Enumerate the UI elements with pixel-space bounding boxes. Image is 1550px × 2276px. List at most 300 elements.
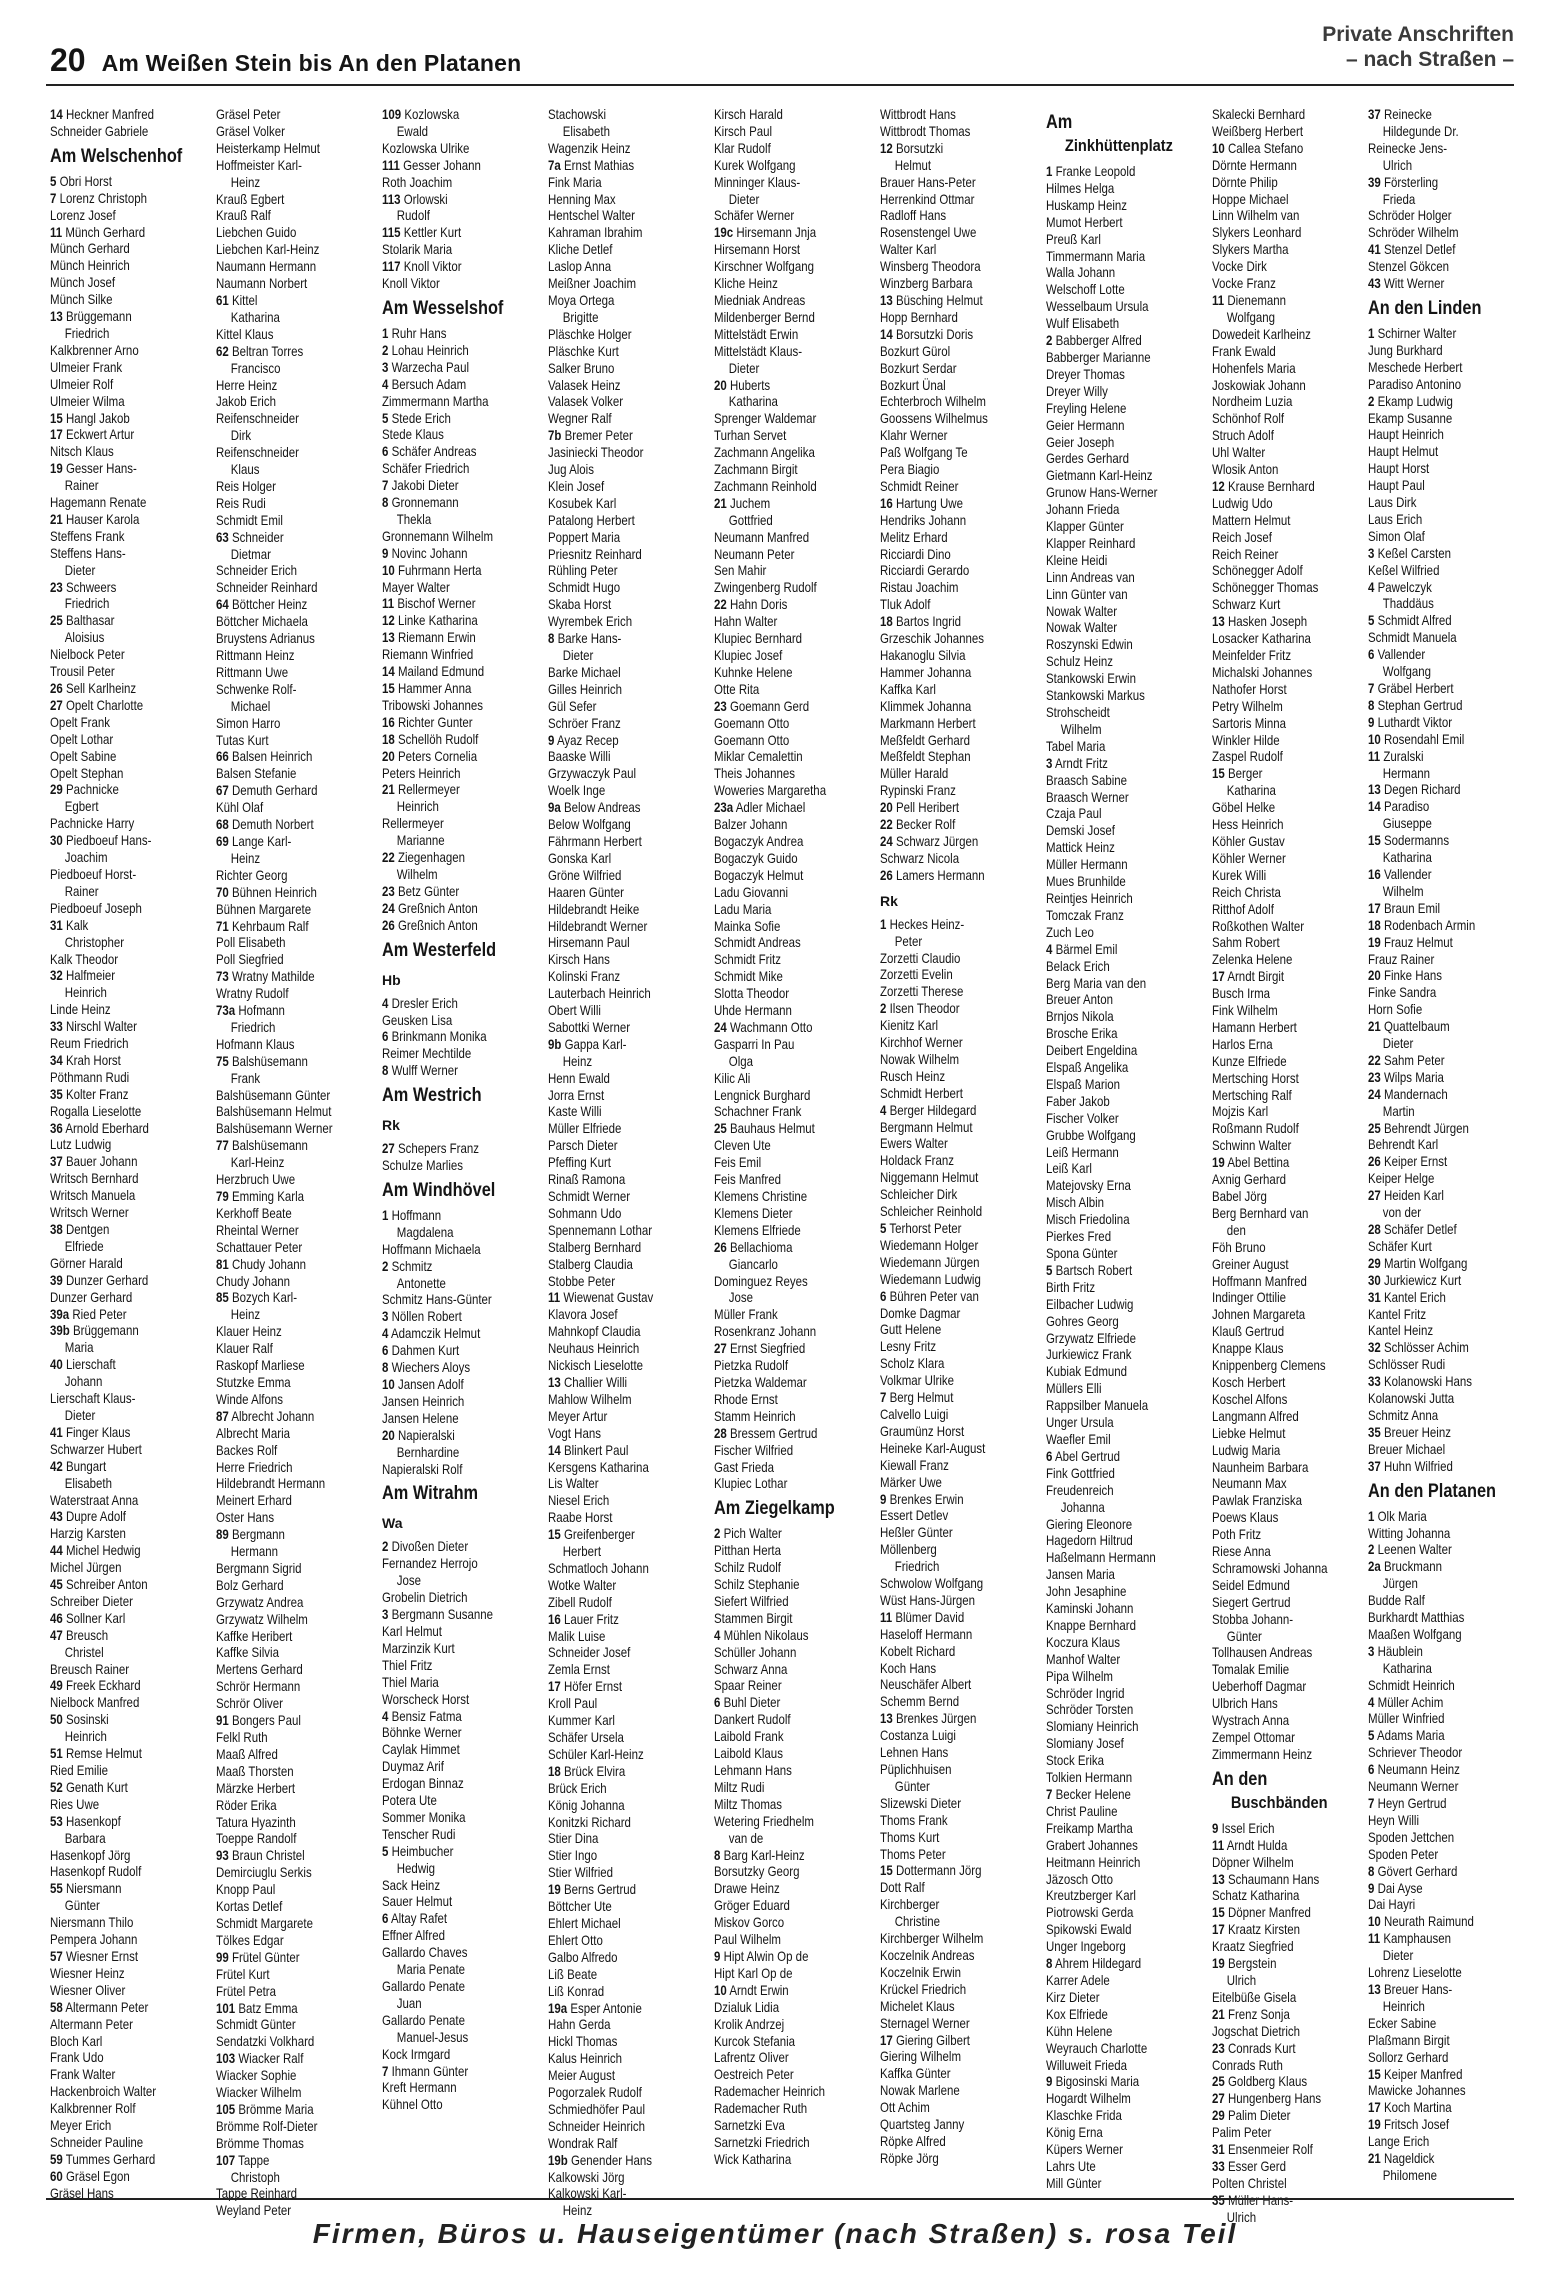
house-number: 60 [50, 2167, 63, 2184]
resident-entry: Grzeschik Johannes [880, 630, 985, 647]
resident-entry: Kirsch Hans [548, 951, 610, 968]
resident-entry: Köhler Gustav [1212, 832, 1285, 849]
house-number: 26 [714, 1238, 727, 1255]
resident-entry: Leiß Hermann [1046, 1143, 1119, 1160]
resident-entry: Gast Frieda [714, 1458, 774, 1475]
resident-entry: Steffens Frank [50, 527, 125, 544]
resident-entry: Kühn Helene [1046, 2022, 1113, 2039]
resident-entry: Zemla Ernst [548, 1661, 610, 1678]
resident-entry: Pawlak Franziska [1212, 1492, 1302, 1509]
resident-entry: Klapper Günter [1046, 518, 1124, 535]
resident-entry: Jogschat Dietrich [1212, 2022, 1301, 2039]
resident-entry: 24 Schwarz Jürgen [880, 832, 979, 849]
entry-continuation: Rudolf [396, 207, 430, 224]
house-number: 21 [50, 510, 63, 527]
resident-entry: Linn Wilhelm van [1212, 207, 1300, 224]
resident-entry: Spennemann Lothar [548, 1221, 653, 1238]
house-number: 117 [382, 258, 401, 275]
resident-entry: 39 Dunzer Gerhard [50, 1271, 149, 1288]
resident-entry: Poth Fritz [1212, 1526, 1262, 1543]
resident-entry: Schäfer Kurt [1368, 1237, 1432, 1254]
resident-entry: 8 Gövert Gerhard [1368, 1862, 1458, 1879]
resident-entry: 2 Ekamp Ludwig [1368, 392, 1453, 409]
house-number: 71 [216, 917, 229, 934]
resident-entry: Misch Albin [1046, 1194, 1105, 1211]
entry-continuation: Wilhelm [1382, 882, 1424, 899]
resident-entry: Zempel Ottomar [1212, 1729, 1295, 1745]
resident-entry: 2 Leenen Walter [1368, 1541, 1452, 1558]
resident-entry: Raabe Horst [548, 1509, 613, 1526]
resident-entry: Meier August [548, 2067, 616, 2084]
resident-entry: Nielbock Peter [50, 646, 125, 663]
resident-entry: 32 Schlösser Achim [1368, 1339, 1469, 1356]
resident-entry: Schröder Holger [1368, 207, 1452, 224]
resident-entry: 11 Zuralski [1368, 747, 1424, 764]
resident-entry: Zimmermann Heinz [1212, 1745, 1313, 1762]
entry-continuation: Maria Penate [396, 1961, 466, 1978]
resident-entry: Mahnkopf Claudia [548, 1323, 641, 1340]
resident-entry: Witting Johanna [1368, 1524, 1451, 1541]
house-number: 7 [880, 1389, 887, 1406]
resident-entry: Schröder Ingrid [1046, 1684, 1125, 1701]
resident-entry: Balzer Johann [714, 816, 788, 833]
house-number: 33 [1212, 2157, 1225, 2174]
house-number: 38 [50, 1221, 63, 1237]
resident-entry: 2 Ilsen Theodor [880, 1000, 960, 1017]
resident-entry: Kalkowski Jörg [548, 2168, 625, 2185]
resident-entry: 6 Bühren Peter van [880, 1287, 979, 1304]
house-number: 25 [50, 612, 63, 629]
resident-entry: Krolik Andrzej [714, 2015, 785, 2032]
resident-entry: 1 Hoffmann [382, 1206, 442, 1223]
entry-continuation: Heinz [230, 1306, 261, 1323]
resident-entry: 23 Goemann Gerd [714, 697, 810, 714]
resident-entry: 8 Barke Hans- [548, 630, 622, 647]
entry-continuation: Dieter [728, 190, 760, 207]
entry-continuation: Elisabeth [64, 1474, 112, 1491]
resident-entry: Mildenberger Bernd [714, 308, 815, 325]
resident-entry: Wiedemann Holger [880, 1236, 979, 1253]
resident-entry: Turhan Servet [714, 427, 787, 444]
resident-entry: 25 Balthasar [50, 612, 115, 629]
resident-entry: Hirsemann Paul [548, 934, 630, 951]
resident-entry: Tollhausen Andreas [1212, 1644, 1313, 1661]
resident-entry: Meßfeldt Stephan [880, 748, 971, 765]
resident-entry: Böttcher Michaela [216, 613, 308, 630]
resident-entry: Hohenfels Maria [1212, 359, 1296, 376]
resident-entry: Miskov Gorco [714, 1914, 785, 1931]
resident-entry: 77 Balshüsemann [216, 1137, 308, 1154]
resident-entry: Schmidt Herbert [880, 1084, 963, 1101]
house-number: 103 [216, 2050, 236, 2067]
house-number: 91 [216, 1712, 229, 1729]
resident-entry: Schneider Erich [216, 562, 298, 579]
house-number: 22 [714, 596, 727, 613]
resident-entry: Gröger Eduard [714, 1897, 790, 1914]
resident-entry: Demski Josef [1046, 822, 1115, 839]
resident-entry: 17 Kraatz Kirsten [1212, 1921, 1301, 1938]
house-number: 17 [1212, 1921, 1225, 1938]
resident-entry: Ricciardi Gerardo [880, 562, 970, 579]
resident-entry: Finke Sandra [1368, 984, 1437, 1001]
house-number: 13 [1212, 1870, 1225, 1887]
resident-entry: Wagenzik Heinz [548, 139, 631, 156]
resident-entry: Freyling Helene [1046, 399, 1127, 416]
resident-entry: 101 Batz Emma [216, 1999, 298, 2016]
house-number: 11 [1212, 1836, 1225, 1853]
house-number: 4 [1368, 578, 1375, 595]
entry-continuation: Katharina [1382, 1659, 1432, 1676]
entry-continuation: Christopher [64, 933, 125, 950]
house-number: 49 [50, 1677, 63, 1694]
resident-entry: Miltz Rudi [714, 1778, 765, 1795]
resident-entry: Vogt Hans [548, 1424, 601, 1441]
resident-entry: 7 Becker Helene [1046, 1786, 1131, 1802]
resident-entry: 33 Kolanowski Hans [1368, 1373, 1473, 1390]
house-number: 6 [382, 1342, 389, 1359]
house-number: 9 [548, 731, 555, 748]
resident-entry: 2 Babberger Alfred [1046, 332, 1142, 349]
resident-entry: 6 Abel Gertrud [1046, 1447, 1121, 1464]
resident-entry: Kilic Ali [714, 1069, 751, 1086]
house-number: 113 [382, 190, 401, 207]
resident-entry: Reich Reiner [1212, 545, 1279, 562]
resident-entry: Brück Erich [548, 1779, 607, 1796]
house-number: 77 [216, 1137, 229, 1154]
resident-entry: Barke Michael [548, 663, 621, 680]
resident-entry: Lohrenz Lieselotte [1368, 1964, 1462, 1981]
resident-entry: 17 Eckwert Artur [50, 426, 135, 443]
resident-entry: Meyer Artur [548, 1407, 608, 1424]
resident-entry: Kozlowska Ulrike [382, 139, 470, 156]
resident-entry: 16 Hartung Uwe [880, 494, 963, 511]
house-number: 4 [382, 1325, 389, 1342]
resident-entry: Winzberg Barbara [880, 275, 973, 292]
resident-entry: 87 Albrecht Johann [216, 1407, 315, 1424]
resident-entry: 42 Bungart [50, 1457, 107, 1474]
house-number: 1 [880, 915, 887, 932]
resident-entry: Writsch Manuela [50, 1187, 136, 1204]
resident-entry: Ristau Joachim [880, 579, 959, 596]
resident-entry: Fink Maria [548, 173, 602, 190]
resident-entry: Dai Hayri [1368, 1896, 1416, 1913]
resident-entry: 10 Neurath Raimund [1368, 1913, 1474, 1930]
resident-entry: Gröne Wilfried [548, 866, 622, 883]
resident-entry: Breusch Rainer [50, 1660, 130, 1677]
resident-entry: Jorra Ernst [548, 1086, 605, 1103]
entry-continuation: Heinz [230, 849, 261, 866]
resident-entry: Lehmann Hans [714, 1762, 792, 1778]
resident-entry: Riemann Winfried [382, 646, 474, 663]
resident-entry: 8 Wulff Werner [382, 1062, 458, 1079]
resident-entry: Kaffka Günter [880, 2065, 951, 2082]
resident-entry: Rogalla Lieselotte [50, 1102, 142, 1119]
resident-entry: 57 Wiesner Ernst [50, 1947, 139, 1964]
house-number: 13 [1212, 613, 1225, 630]
resident-entry: 26 Greßnich Anton [382, 916, 478, 933]
resident-entry: 7 Heyn Gertrud [1368, 1795, 1447, 1811]
resident-entry: Meyer Erich [50, 2117, 112, 2134]
resident-entry: Walter Karl [880, 241, 937, 258]
resident-entry: 41 Finger Klaus [50, 1423, 131, 1440]
house-number: 22 [880, 816, 893, 833]
resident-entry: Fink Wilhelm [1212, 1002, 1278, 1019]
entry-continuation: Gottfried [728, 511, 773, 528]
resident-entry: Kurek Wolfgang [714, 156, 796, 173]
resident-entry: Lange Erich [1368, 2133, 1430, 2150]
resident-entry: Bruystens Adrianus [216, 630, 315, 647]
resident-entry: 19 Frauz Helmut [1368, 933, 1453, 950]
resident-entry: 99 Frütel Günter [216, 1948, 300, 1965]
house-number: 5 [382, 409, 389, 426]
house-number: 63 [216, 528, 229, 545]
resident-entry: Radloff Hans [880, 207, 947, 224]
resident-entry: 8 Ahrem Hildegard [1046, 1955, 1142, 1972]
house-number: 12 [880, 139, 893, 156]
resident-entry: Fischer Volker [1046, 1109, 1119, 1126]
resident-entry: 19 Bergstein [1212, 1955, 1277, 1972]
resident-entry: 103 Wiacker Ralf [216, 2050, 304, 2067]
resident-entry: Herzbruch Uwe [216, 1171, 296, 1188]
resident-entry: 18 Bartos Ingrid [880, 613, 962, 630]
resident-entry: Hopp Bernhard [880, 308, 958, 325]
resident-entry: Hofmann Klaus [216, 1035, 295, 1052]
entry-continuation: Heinrich [1382, 1997, 1425, 2014]
resident-entry: Gasparri In Pau [714, 1035, 795, 1052]
entry-continuation: Ulrich [1382, 156, 1413, 173]
resident-entry: Fischer Wilfried [714, 1441, 794, 1458]
house-number: 73 [216, 968, 229, 985]
resident-entry: Lehnen Hans [880, 1744, 949, 1761]
resident-entry: 20 Peters Cornelia [382, 747, 478, 764]
resident-entry: Reintjes Heinrich [1046, 889, 1133, 906]
resident-entry: Conrads Ruth [1212, 2056, 1283, 2073]
resident-entry: Hahn Walter [714, 613, 778, 630]
resident-entry: 3 Bergmann Susanne [382, 1606, 494, 1623]
entry-continuation: Peter [894, 932, 923, 949]
resident-entry: 21 Hauser Karola [50, 510, 140, 527]
resident-entry: Hasenkopf Rudolf [50, 1863, 142, 1880]
resident-entry: Gräsel Peter [216, 106, 281, 122]
resident-entry: 4 Adamczik Helmut [382, 1325, 481, 1342]
entry-continuation: Rainer [64, 477, 99, 494]
house-number: 14 [880, 325, 893, 342]
resident-entry: Kantel Heinz [1368, 1322, 1434, 1339]
house-number: 9 [1212, 1819, 1219, 1836]
resident-entry: Sauer Helmut [382, 1893, 453, 1910]
street-heading: Am [1046, 112, 1073, 133]
house-number: 11 [50, 223, 63, 240]
resident-entry: Bolz Gerhard [216, 1576, 284, 1593]
resident-entry: 60 Gräsel Egon [50, 2167, 130, 2184]
resident-entry: Tappe Reinhard [216, 2185, 298, 2202]
house-number: 18 [880, 613, 893, 630]
house-number: 6 [1046, 1447, 1053, 1464]
resident-entry: Indinger Ottilie [1212, 1289, 1287, 1306]
resident-entry: Meinert Erhard [216, 1492, 292, 1509]
resident-entry: Behrendt Karl [1368, 1136, 1439, 1153]
resident-entry: 115 Kettler Kurt [382, 224, 462, 241]
resident-entry: Laus Dirk [1368, 494, 1417, 511]
house-number: 14 [1368, 798, 1381, 815]
resident-entry: Unger Ingeborg [1046, 1938, 1126, 1955]
resident-entry: Kirschner Wolfgang [714, 258, 814, 275]
house-number: 101 [216, 1999, 236, 2016]
resident-entry: Domke Dagmar [880, 1304, 961, 1321]
resident-entry: 23 Schweers [50, 578, 117, 595]
resident-entry: Kliche Heinz [714, 275, 778, 292]
resident-entry: Kirz Dieter [1046, 1988, 1100, 2005]
resident-entry: Schulze Marlies [382, 1157, 464, 1174]
resident-entry: Kosch Herbert [1212, 1373, 1286, 1390]
resident-entry: 89 Bergmann [216, 1526, 285, 1543]
house-number: 23 [382, 882, 395, 899]
resident-entry: Görner Harald [50, 1254, 123, 1271]
resident-entry: Sack Heinz [382, 1876, 441, 1893]
resident-entry: 4 Bensiz Fatma [382, 1707, 462, 1724]
resident-entry: Hipt Karl Op de [714, 1964, 793, 1981]
resident-entry: Henning Max [548, 190, 616, 207]
street-heading: An den Platanen [1368, 1480, 1497, 1502]
house-number: 33 [50, 1018, 63, 1035]
house-number: 31 [50, 916, 63, 933]
resident-entry: Giering Eleonore [1046, 1515, 1133, 1532]
house-number: 7 [50, 189, 57, 206]
house-number: 57 [50, 1947, 63, 1964]
resident-entry: 16 Richter Gunter [382, 713, 473, 730]
resident-entry: 2 Divoßen Dieter [382, 1538, 469, 1555]
house-number: 11 [382, 595, 395, 612]
resident-entry: 20 Finke Hans [1368, 967, 1443, 984]
resident-entry: Schilz Rudolf [714, 1559, 781, 1576]
resident-entry: Klemens Elfriede [714, 1221, 801, 1238]
house-number: 27 [50, 696, 63, 713]
resident-entry: 91 Bongers Paul [216, 1712, 301, 1729]
resident-entry: Klapper Reinhard [1046, 534, 1136, 551]
resident-entry: Klimmek Johanna [880, 697, 972, 714]
resident-entry: Gietmann Karl-Heinz [1046, 467, 1153, 484]
resident-entry: Backes Rolf [216, 1441, 278, 1458]
resident-entry: Schmidt Emil [216, 511, 283, 528]
house-number: 2 [1046, 332, 1053, 349]
house-number: 9 [714, 1947, 721, 1964]
resident-entry: Goossens Wilhelmus [880, 410, 988, 427]
resident-entry: 17 Koch Martina [1368, 2099, 1452, 2116]
resident-entry: Dunzer Gerhard [50, 1288, 133, 1305]
resident-entry: 19c Hirsemann Jnja [714, 224, 817, 241]
resident-entry: Kuhnke Helene [714, 663, 793, 680]
resident-entry: 6 Neumann Heinz [1368, 1761, 1460, 1778]
resident-entry: Konitzki Richard [548, 1813, 631, 1830]
resident-entry: Kosubek Karl [548, 494, 617, 511]
resident-entry: Tomalak Emilie [1212, 1661, 1290, 1678]
house-number: 31 [1368, 1288, 1381, 1305]
resident-entry: Kaffke Heribert [216, 1627, 293, 1644]
house-number: 68 [216, 816, 229, 833]
resident-entry: Markmann Herbert [880, 714, 976, 731]
resident-entry: Müller Harald [880, 765, 949, 782]
entry-continuation: Katharina [1382, 849, 1432, 866]
entry-continuation: Heinz [230, 173, 261, 190]
resident-entry: Wratny Rudolf [216, 985, 289, 1002]
resident-entry: Schmidt Hugo [548, 579, 621, 596]
resident-entry: Trousil Peter [50, 663, 115, 680]
resident-entry: Knappe Bernhard [1046, 1616, 1137, 1633]
resident-entry: 22 Sahm Peter [1368, 1051, 1445, 1068]
entry-continuation: Olga [728, 1052, 754, 1069]
resident-entry: Schmidt Manuela [1368, 629, 1457, 646]
header-rule [46, 84, 1514, 86]
house-number: 70 [216, 883, 229, 900]
resident-entry: Ueberhoff Dagmar [1212, 1678, 1307, 1695]
resident-entry: Walla Johann [1046, 264, 1116, 281]
entry-continuation: Hermann [1382, 764, 1430, 781]
resident-entry: Stankowski Erwin [1046, 670, 1136, 687]
house-number: 19 [1368, 2116, 1381, 2133]
listing-column [1368, 106, 1526, 2188]
resident-entry: Schleicher Dirk [880, 1186, 958, 1203]
resident-entry: Reinecke Jens- [1368, 139, 1448, 156]
resident-entry: Ulmeier Wilma [50, 392, 125, 409]
resident-entry: 28 Schäfer Detlef [1368, 1221, 1457, 1237]
resident-entry: Huskamp Heinz [1046, 196, 1128, 213]
resident-entry: Pempera Johann [50, 1931, 138, 1948]
house-number: 19a [548, 1999, 568, 2016]
resident-entry: Matejovsky Erna [1046, 1177, 1131, 1194]
resident-entry: Rosenstengel Uwe [880, 224, 977, 241]
resident-entry: Miltz Thomas [714, 1795, 783, 1812]
listing-column [1212, 106, 1370, 2225]
house-number: 11 [1368, 1930, 1381, 1947]
resident-entry: Zwingenberg Rudolf [714, 579, 817, 596]
resident-entry: Linn Andreas van [1046, 568, 1135, 585]
resident-entry: Röpke Jörg [880, 2149, 939, 2166]
resident-entry: Döpner Wilhelm [1212, 1853, 1294, 1870]
entry-continuation: Barbara [64, 1829, 106, 1846]
resident-entry: 117 Knoll Viktor [382, 258, 462, 275]
entry-continuation: Michael [230, 697, 271, 714]
house-number: 14 [382, 663, 395, 680]
house-number: 20 [714, 376, 727, 393]
resident-entry: Brnjos Nikola [1046, 1008, 1114, 1025]
resident-entry: Rheintal Werner [216, 1221, 299, 1238]
resident-entry: Klahr Werner [880, 427, 948, 444]
resident-entry: Waefler Emil [1046, 1430, 1111, 1447]
resident-entry: Welschoff Lotte [1046, 281, 1125, 298]
resident-entry: Sommer Monika [382, 1808, 466, 1825]
resident-entry: Föh Bruno [1212, 1238, 1266, 1255]
house-number: 5 [382, 1842, 389, 1859]
entry-continuation: Ulrich [1226, 2208, 1257, 2225]
house-number: 28 [714, 1424, 727, 1441]
resident-entry: Fährmann Herbert [548, 832, 642, 849]
resident-entry: 24 Mandernach [1368, 1085, 1448, 1102]
resident-entry: 8 Gronnemann [382, 494, 459, 511]
resident-entry: Dzialuk Lidia [714, 1998, 780, 2015]
resident-entry: 13 Hasken Joseph [1212, 613, 1308, 630]
resident-entry: Kühnel Otto [382, 2096, 443, 2113]
resident-entry: Harzig Karsten [50, 1525, 126, 1542]
house-number: 9 [880, 1490, 887, 1507]
resident-entry: Röpke Alfred [880, 2132, 946, 2149]
resident-entry: Paß Wolfgang Te [880, 444, 968, 461]
resident-entry: Knopp Paul [216, 1881, 276, 1898]
resident-entry: 23 Wilps Maria [1368, 1068, 1444, 1085]
resident-entry: Steffens Hans- [50, 544, 126, 561]
house-number: 3 [1368, 544, 1375, 561]
entry-continuation: Giancarlo [728, 1255, 778, 1272]
entry-continuation: Christel [64, 1643, 104, 1660]
